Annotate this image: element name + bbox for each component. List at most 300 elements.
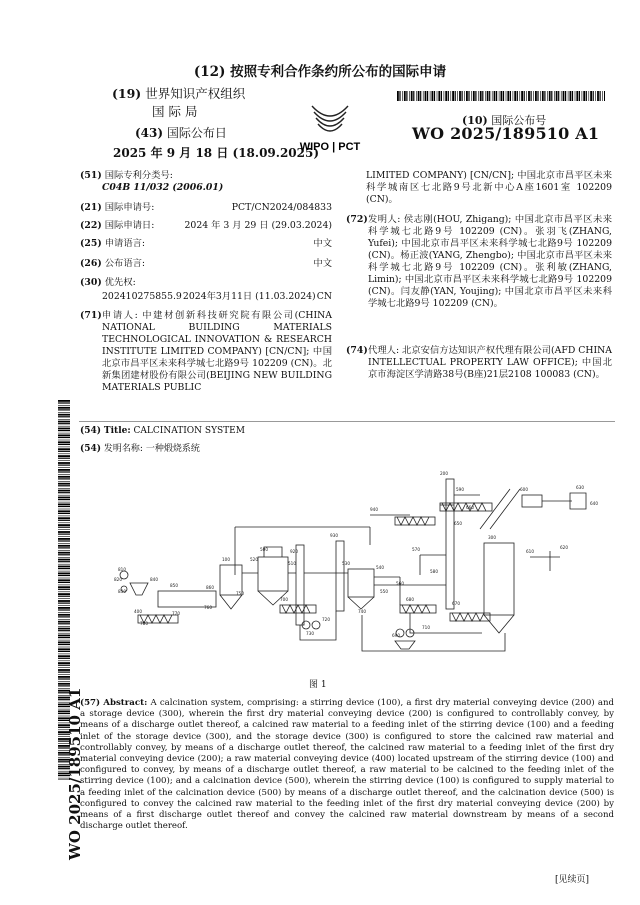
barcode-bar <box>58 426 70 427</box>
barcode-bar <box>604 91 605 101</box>
abstract-code: (57) <box>80 698 101 708</box>
barcode-bar <box>457 91 458 101</box>
barcode-bar <box>520 91 521 101</box>
barcode-bar <box>58 499 70 500</box>
barcode-bar <box>413 91 414 101</box>
barcode-bar <box>58 405 70 406</box>
barcode-bar <box>556 91 558 101</box>
title-label: Title: <box>103 426 131 436</box>
barcode-bar <box>58 586 70 588</box>
barcode-bar <box>58 510 70 512</box>
barcode-bar <box>579 91 580 101</box>
barcode-bar <box>58 655 70 657</box>
barcode-bar <box>468 91 469 101</box>
barcode-bar <box>423 91 424 101</box>
barcode-bar <box>58 447 70 448</box>
barcode-bar <box>593 91 594 101</box>
figure-ref-label: 600 <box>520 487 528 492</box>
logo-text: WIPO | PCT <box>299 141 361 153</box>
barcode-bar <box>565 91 566 101</box>
barcode-bar <box>58 662 70 664</box>
inventors-field <box>346 214 612 310</box>
figure-ref-label: 680 <box>406 597 414 602</box>
barcode-bar <box>58 654 70 655</box>
figure-caption: 图 1 <box>309 680 327 690</box>
barcode-bar <box>58 582 70 583</box>
barcode-bar <box>58 478 70 479</box>
figure-ref-label: 730 <box>306 631 314 636</box>
barcode-bar <box>58 490 70 492</box>
figure-ref-label: 740 <box>358 609 366 614</box>
barcode-bar <box>537 91 538 101</box>
barcode-bar <box>563 91 565 101</box>
barcode-bar <box>510 91 511 101</box>
figure-ref-label: 830 <box>118 589 126 594</box>
barcode-bar <box>58 543 70 544</box>
abstract-block <box>80 698 614 832</box>
title-zh-field <box>80 443 200 455</box>
org-name: 世界知识产权组织 <box>145 86 246 101</box>
barcode-bar <box>58 616 70 617</box>
barcode-bar <box>58 469 70 471</box>
barcode-bar <box>58 669 70 671</box>
barcode-bar <box>58 455 70 457</box>
barcode-bar <box>58 665 70 666</box>
barcode-bar <box>58 504 70 506</box>
barcode-bar <box>437 91 438 101</box>
barcode-bar <box>58 667 70 668</box>
barcode-bar <box>590 91 592 101</box>
barcode-bar <box>58 598 70 599</box>
figure-ref-label: 590 <box>456 487 464 492</box>
barcode-bar <box>58 642 70 644</box>
filing-value: 2024 年 3 月 29 日 (29.03.2024) <box>184 220 332 231</box>
filing-language-field <box>80 238 332 250</box>
side-publication-number: WO 2025/189510 A1 <box>66 687 84 860</box>
applicant-continued: LIMITED COMPANY) [CN/CN]; 中国北京市昌平区未来科学城南区七北路9号北新中心A座1601室 102209 (CN)。 <box>366 170 612 205</box>
barcode-bar <box>58 497 70 499</box>
barcode-bar <box>58 575 70 576</box>
barcode-bar <box>558 91 559 101</box>
barcode-bar <box>58 676 70 678</box>
barcode-bar <box>58 550 70 551</box>
figure-ref-label: 530 <box>342 561 350 566</box>
pub-lang-label: 公布语言: <box>104 258 146 269</box>
figure-ref-label: 640 <box>590 501 598 506</box>
barcode-bar <box>402 91 403 101</box>
figure-ref-label: 510 <box>288 561 296 566</box>
title-code: (54) <box>80 426 102 436</box>
barcode-bar <box>513 91 514 101</box>
barcode-bar <box>58 600 70 602</box>
barcode-bar <box>58 683 70 685</box>
barcode-bar <box>58 651 70 652</box>
barcode-bar <box>58 607 70 609</box>
barcode-bar <box>58 495 70 496</box>
inventors-code: (72) <box>346 214 368 225</box>
figure-ref-label: 620 <box>560 545 568 550</box>
barcode-bar <box>58 564 70 565</box>
figure-ref-label: 100 <box>222 557 230 562</box>
barcode-bar <box>416 91 417 101</box>
barcode-bar <box>427 91 428 101</box>
barcode-bar <box>489 91 490 101</box>
barcode-bar <box>58 462 70 464</box>
figure-ref-label: 780 <box>140 621 148 626</box>
barcode-bar <box>58 681 70 682</box>
barcode-bar <box>58 678 70 679</box>
barcode-bar <box>58 483 70 485</box>
barcode-bar <box>464 91 465 101</box>
pub-lang-code: (26) <box>80 258 102 269</box>
publication-number: WO 2025/189510 A1 <box>412 124 600 143</box>
barcode-bar <box>58 534 70 535</box>
barcode-bar <box>58 614 70 616</box>
pub-language-field <box>80 258 332 270</box>
inventors-text: 发明人: 侯志刚(HOU, Zhigang); 中国北京市昌平区未来科学城七北路9号 102209 (CN)。张羽飞(ZHANG, Yufei); 中国北京市昌平区未来科学城七北路9号 102209 (CN)。杨正波(YANG, Zhengbo); 中国北京市昌平区未来科学城七北路9号 102209 (CN)。张利敏(ZHANG, Limin); 中国北京市昌平区未来科学城七北路9号 102209 (CN)。闫友静(YAN, Youjing); 中国北京市昌平区未来科学城七北路9号 102209 (CN)。 <box>368 214 612 309</box>
priority-country: CN <box>316 291 332 302</box>
barcode-bar <box>496 91 497 101</box>
barcode-bar <box>459 91 461 101</box>
continued-marker: [见续页] <box>555 875 590 885</box>
barcode-bar <box>58 409 70 410</box>
barcode-bar <box>58 416 70 417</box>
barcode-bar <box>58 557 70 558</box>
barcode-bar <box>572 91 573 101</box>
barcode-bar <box>58 585 70 586</box>
barcode-bar <box>58 435 70 437</box>
barcode-bar <box>58 531 70 533</box>
figure-ref-label: 850 <box>170 583 178 588</box>
barcode-bar <box>58 430 70 431</box>
barcode-bar <box>482 91 483 101</box>
barcode-bar <box>58 423 70 424</box>
figure-ref-label: 610 <box>526 549 534 554</box>
barcode-bar <box>58 561 70 562</box>
barcode-top <box>397 91 605 101</box>
app-number-field <box>80 202 332 214</box>
barcode-bar <box>478 91 479 101</box>
barcode-bar <box>58 573 70 575</box>
barcode-bar <box>420 91 421 101</box>
filing-label: 国际申请日: <box>104 220 155 231</box>
barcode-bar <box>58 672 70 673</box>
title-zh-value: 一种煅烧系统 <box>145 444 200 454</box>
barcode-bar <box>58 540 70 541</box>
title-zh-code: (54) <box>80 444 102 454</box>
wipo-pct-logo <box>282 100 378 154</box>
barcode-bar <box>58 441 70 443</box>
intl-date-label: 国际公布日 <box>166 126 227 140</box>
barcode-bar <box>58 637 70 638</box>
barcode-bar <box>524 91 525 101</box>
barcode-bar <box>58 619 70 620</box>
barcode-bar <box>58 402 70 403</box>
barcode-bar <box>58 603 70 604</box>
priority-number: 202410275855.9 <box>102 291 182 302</box>
barcode-bar <box>58 509 70 510</box>
priority-field <box>80 277 332 303</box>
filing-code: (22) <box>80 220 102 231</box>
title-en-field <box>80 425 245 437</box>
barcode-bar <box>418 91 420 101</box>
barcode-bar <box>475 91 476 101</box>
barcode-bar <box>58 485 70 486</box>
figure-ref-label: 560 <box>396 581 404 586</box>
barcode-bar <box>568 91 569 101</box>
barcode-bar <box>58 476 70 478</box>
barcode-bar <box>441 91 442 101</box>
barcode-bar <box>404 91 406 101</box>
barcode-bar <box>501 91 503 101</box>
barcode-bar <box>480 91 482 101</box>
intl-date-value: 2025 年 9 月 18 日 (18.09.2025) <box>113 146 320 160</box>
ipc-label: 国际专利分类号: <box>104 170 173 181</box>
barcode-bar <box>58 547 70 548</box>
figure-ref-label: 770 <box>172 611 180 616</box>
barcode-bar <box>551 91 552 101</box>
barcode-bar <box>58 488 70 489</box>
figure-ref-label: 300 <box>488 535 496 540</box>
barcode-bar <box>58 621 70 623</box>
agent-field <box>346 345 612 381</box>
pub-no-label: 国际公布号 <box>491 114 547 127</box>
barcode-bar <box>58 536 70 537</box>
barcode-bar <box>58 623 70 624</box>
barcode-bar <box>58 559 70 561</box>
barcode-bar <box>547 91 548 101</box>
barcode-bar <box>58 685 70 686</box>
patent-figure <box>110 465 615 665</box>
barcode-bar <box>570 91 572 101</box>
org-code: (19) <box>112 86 142 101</box>
barcode-bar <box>58 626 70 627</box>
barcode-bar <box>503 91 504 101</box>
barcode-bar <box>58 467 70 468</box>
figure-ref-label: 700 <box>280 597 288 602</box>
publication-type-heading: (12) 按照专利合作条约所公布的国际申请 <box>193 64 447 80</box>
barcode-bar <box>58 552 70 554</box>
barcode-bar <box>517 91 518 101</box>
ipc-field <box>80 170 332 194</box>
barcode-bar <box>507 91 509 101</box>
barcode-bar <box>58 412 70 413</box>
barcode-bar <box>586 91 587 101</box>
figure-ref-label: 930 <box>330 533 338 538</box>
barcode-bar <box>58 421 70 423</box>
filing-date-field <box>80 220 332 232</box>
pub-lang-value: 中文 <box>313 258 332 269</box>
barcode-bar <box>58 661 70 662</box>
figure-ref-label: 840 <box>150 577 158 582</box>
barcode-bar <box>58 481 70 482</box>
barcode-bar <box>58 647 70 648</box>
barcode-bar <box>58 407 70 409</box>
barcode-bar <box>58 628 70 630</box>
barcode-bar <box>58 568 70 569</box>
priority-code: (30) <box>80 277 102 288</box>
figure-ref-label: 550 <box>380 589 388 594</box>
barcode-bar <box>589 91 590 101</box>
barcode-bar <box>602 91 603 101</box>
barcode-bar <box>425 91 427 101</box>
barcode-bar <box>531 91 532 101</box>
barcode-bar <box>582 91 583 101</box>
barcode-bar <box>487 91 489 101</box>
barcode-bar <box>444 91 445 101</box>
barcode-bar <box>549 91 551 101</box>
barcode-bar <box>58 554 70 555</box>
pub-no-code: (10) <box>462 114 488 127</box>
figure-ref-label: 810 <box>118 567 126 572</box>
figure-ref-label: 670 <box>452 601 460 606</box>
barcode-bar <box>58 644 70 645</box>
barcode-bar <box>58 593 70 595</box>
barcode-bar <box>58 589 70 590</box>
barcode-bar <box>58 592 70 593</box>
barcode-bar <box>58 460 70 461</box>
barcode-bar <box>58 458 70 459</box>
abstract-label: Abstract: <box>103 698 148 708</box>
barcode-bar <box>575 91 576 101</box>
barcode-bar <box>58 605 70 606</box>
figure-ref-label: 520 <box>250 557 258 562</box>
barcode-bar <box>58 633 70 634</box>
applicant-code: (71) <box>80 310 102 321</box>
barcode-bar <box>434 91 435 101</box>
barcode-bar <box>58 648 70 650</box>
barcode-bar <box>58 444 70 445</box>
barcode-bar <box>397 91 399 101</box>
priority-date: 2024年3月11日 (11.03.2024) <box>182 291 316 302</box>
barcode-bar <box>58 448 70 450</box>
filing-lang-label: 申请语言: <box>104 238 146 249</box>
barcode-bar <box>533 91 534 101</box>
intl-date-code: (43) <box>135 126 164 140</box>
barcode-bar <box>494 91 496 101</box>
barcode-bar <box>58 400 70 402</box>
barcode-bar <box>58 440 70 441</box>
barcode-bar <box>58 474 70 475</box>
barcode-bar <box>58 502 70 503</box>
barcode-bar <box>452 91 454 101</box>
title-zh-label: 发明名称: <box>103 444 143 454</box>
figure-ref-label: 660 <box>466 505 474 510</box>
barcode-bar <box>554 91 555 101</box>
figure-ref-label: 820 <box>114 577 122 582</box>
barcode-bar <box>58 566 70 568</box>
app-no-code: (21) <box>80 202 102 213</box>
barcode-bar <box>514 91 516 101</box>
barcode-bar <box>597 91 599 101</box>
figure-ref-label: 920 <box>290 549 298 554</box>
barcode-bar <box>58 506 70 507</box>
barcode-bar <box>466 91 468 101</box>
ipc-code: (51) <box>80 170 102 181</box>
figure-ref-label: 540 <box>376 565 384 570</box>
app-no-value: PCT/CN2024/084833 <box>231 202 332 213</box>
figure-ref-label: 400 <box>134 609 142 614</box>
ipc-value: C04B 11/032 (2006.01) <box>102 182 224 193</box>
barcode-bar <box>561 91 562 101</box>
barcode-bar <box>448 91 449 101</box>
barcode-bar <box>438 91 440 101</box>
barcode-bar <box>506 91 507 101</box>
barcode-bar <box>58 523 70 524</box>
agent-text: 代理人: 北京安信方达知识产权代理有限公司(AFD CHINA INTELLECTUAL PROPERTY LAW OFFICE); 中国北京市海淀区学清路38号(B座)21层2108 100083 (CN)。 <box>368 345 612 380</box>
barcode-bar <box>58 524 70 526</box>
barcode-bar <box>58 471 70 472</box>
figure-ref-label: 710 <box>422 625 430 630</box>
barcode-bar <box>58 454 70 455</box>
figure-ref-label: 720 <box>322 617 330 622</box>
barcode-bar <box>58 529 70 530</box>
barcode-bar <box>526 91 527 101</box>
agent-code: (74) <box>346 345 368 356</box>
barcode-bar <box>485 91 486 101</box>
barcode-bar <box>535 91 537 101</box>
figure-ref-label: 860 <box>206 585 214 590</box>
barcode-bar <box>58 451 70 452</box>
barcode-bar <box>58 517 70 519</box>
figure-ref-label: 650 <box>454 521 462 526</box>
barcode-bar <box>409 91 410 101</box>
app-no-label: 国际申请号: <box>104 202 155 213</box>
barcode-bar <box>600 91 601 101</box>
org-bureau: 国 际 局 <box>152 104 198 119</box>
priority-label: 优先权: <box>104 277 136 288</box>
barcode-bar <box>58 414 70 416</box>
barcode-bar <box>58 609 70 610</box>
barcode-bar <box>432 91 434 101</box>
figure-ref-label: 940 <box>370 507 378 512</box>
barcode-bar <box>58 538 70 540</box>
section-divider <box>79 421 615 422</box>
barcode-bar <box>455 91 456 101</box>
barcode-bar <box>462 91 463 101</box>
barcode-bar <box>58 428 70 430</box>
filing-lang-code: (25) <box>80 238 102 249</box>
barcode-bar <box>58 545 70 547</box>
barcode-bar <box>58 635 70 637</box>
figure-ref-label: 690 <box>392 633 400 638</box>
barcode-bar <box>58 612 70 613</box>
figure-ref-label: 570 <box>412 547 420 552</box>
figure-ref-label: 750 <box>236 591 244 596</box>
barcode-bar <box>499 91 500 101</box>
barcode-bar <box>58 527 70 528</box>
figure-ref-label: 630 <box>576 485 584 490</box>
barcode-bar <box>58 513 70 514</box>
barcode-bar <box>58 630 70 631</box>
barcode-bar <box>492 91 493 101</box>
barcode-bar <box>58 492 70 493</box>
barcode-bar <box>544 91 545 101</box>
barcode-bar <box>540 91 541 101</box>
figure-ref-label: 500 <box>260 547 268 552</box>
barcode-bar <box>430 91 431 101</box>
barcode-bar <box>58 571 70 572</box>
barcode-bar <box>58 433 70 434</box>
figure-ref-label: 200 <box>440 471 448 476</box>
barcode-bar <box>58 465 70 466</box>
barcode-bar <box>58 579 70 581</box>
applicant-field <box>80 310 332 394</box>
barcode-bar <box>58 658 70 659</box>
figure-ref-label: 760 <box>204 605 212 610</box>
barcode-bar <box>583 91 585 101</box>
barcode-bar <box>576 91 578 101</box>
